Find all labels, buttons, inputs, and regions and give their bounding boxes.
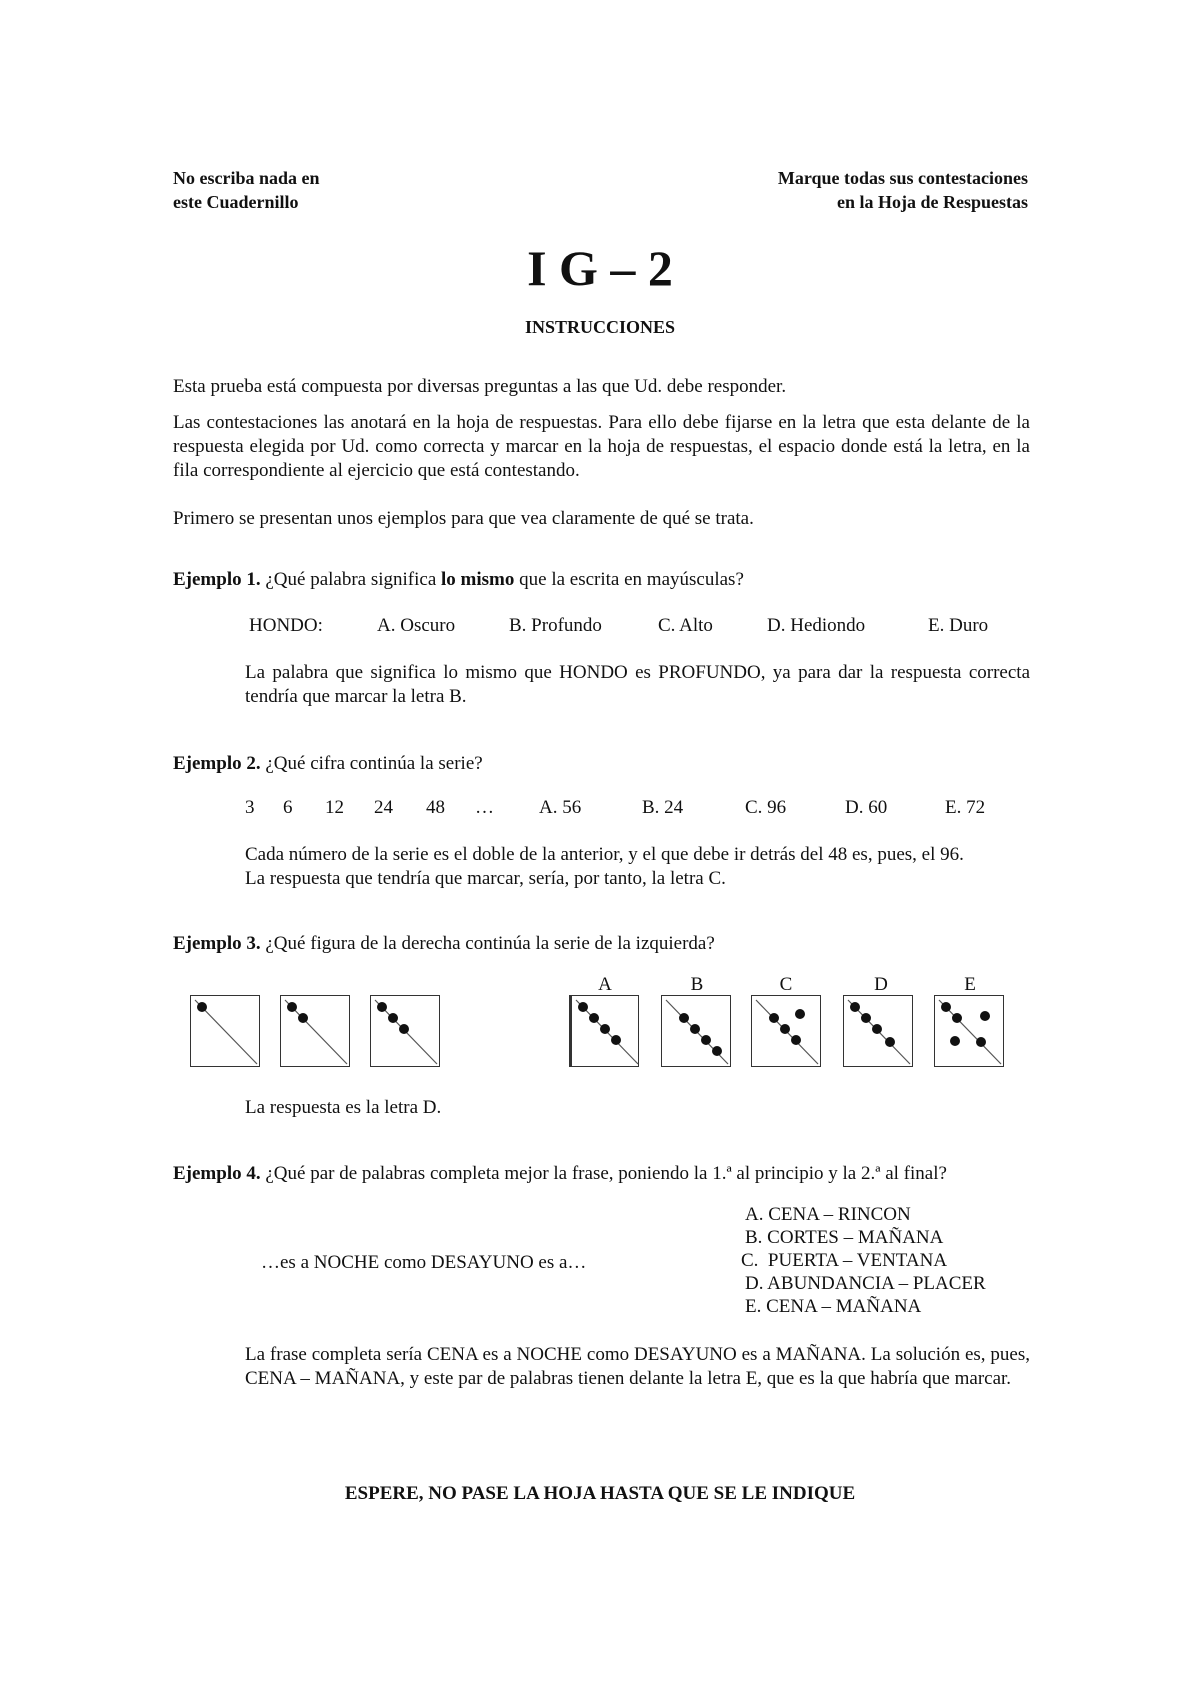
- option-figure-e: [934, 995, 1004, 1067]
- example-3-question-text: ¿Qué figura de la derecha continúa la serie de la izquierda?: [260, 933, 715, 954]
- header-left-line2: este Cuadernillo: [173, 192, 299, 212]
- footer-notice: ESPERE, NO PASE LA HOJA HASTA QUE SE LE INDIQUE: [344, 1483, 856, 1504]
- test-title: I G – 2: [527, 240, 673, 296]
- figure-letter-e: E: [964, 974, 976, 995]
- example-1-word: HONDO:: [249, 615, 323, 636]
- series-figure-3: [370, 995, 440, 1067]
- example-1-question: [173, 568, 1030, 592]
- figure-letter-d: D: [874, 974, 888, 995]
- example-1-question-bold: lo mismo: [441, 569, 515, 590]
- option-figure-b: [661, 995, 731, 1067]
- intro-paragraph-3: Primero se presentan unos ejemplos para que vea claramente de qué se trata.: [173, 508, 754, 529]
- figure-letter-b: B: [690, 974, 704, 995]
- series-item-3: 12: [325, 797, 344, 818]
- example-4-phrase: …es a NOCHE como DESAYUNO es a…: [261, 1252, 587, 1273]
- intro-text: [173, 375, 1030, 531]
- example-1-option-b: B. Profundo: [509, 615, 602, 636]
- example-2-label: Ejemplo 2.: [173, 753, 261, 774]
- example-3-label: Ejemplo 3.: [173, 933, 261, 954]
- example-4-explanation: La frase completa sería CENA es a NOCHE como DESAYUNO es a MAÑANA. La solución es, pues, CENA – MAÑANA, y este par de palabras tienen delante la letra E, que es la que habría que marcar.: [245, 1344, 1030, 1389]
- intro-paragraph-2: Las contestaciones las anotará en la hoja de respuestas. Para ello debe fijarse en la letra que esta delante de la respuesta elegida por Ud. como correcta y marcar en la hoja de respuestas, el espacio donde está la letra, en la fila correspondiente al ejercicio que está contestando.: [173, 412, 1030, 481]
- example-4-label: Ejemplo 4.: [173, 1163, 261, 1184]
- figure-letter-a: A: [598, 974, 612, 995]
- example-4-option-d: D. ABUNDANCIA – PLACER: [745, 1273, 986, 1294]
- example-4-question-text: ¿Qué par de palabras completa mejor la frase, poniendo la 1.ª al principio y la 2.ª al final?: [260, 1163, 947, 1184]
- series-item-4: 24: [374, 797, 393, 818]
- example-4-option-e: E. CENA – MAÑANA: [745, 1296, 922, 1317]
- figure-letter-c: C: [779, 974, 793, 995]
- example-1-option-a: A. Oscuro: [377, 615, 456, 636]
- instructions-heading: INSTRUCCIONES: [524, 317, 676, 337]
- example-2-option-e: E. 72: [945, 797, 986, 818]
- example-1-explanation: La palabra que significa lo mismo que HONDO es PROFUNDO, ya para dar la respuesta correcta tendría que marcar la letra B.: [245, 662, 1030, 707]
- example-4-question: [173, 1162, 1030, 1186]
- example-1-question-a: ¿Qué palabra significa: [260, 569, 442, 590]
- header-right-note: [778, 166, 1028, 214]
- series-figure-2: [280, 995, 350, 1067]
- example-1-question-b: que la escrita en mayúsculas?: [514, 569, 744, 590]
- header-left-line1: No escriba nada en: [173, 168, 320, 188]
- example-3-explanation: La respuesta es la letra D.: [245, 1097, 442, 1118]
- option-figure-c: [751, 995, 821, 1067]
- option-figure-a: [569, 995, 639, 1067]
- intro-paragraph-1: Esta prueba está compuesta por diversas preguntas a las que Ud. debe responder.: [173, 376, 787, 397]
- example-2-option-a: A. 56: [539, 797, 582, 818]
- example-4-option-a: A. CENA – RINCON: [745, 1204, 911, 1225]
- example-1-option-d: D. Hediondo: [767, 615, 866, 636]
- example-1-option-e: E. Duro: [928, 615, 989, 636]
- example-3-question: [173, 932, 1030, 956]
- example-4-option-c: C. PUERTA – VENTANA: [741, 1250, 948, 1271]
- example-1-option-c: C. Alto: [658, 615, 713, 636]
- series-figure-1: [190, 995, 260, 1067]
- example-2-explanation-2: La respuesta que tendría que marcar, sería, por tanto, la letra C.: [245, 868, 726, 889]
- example-4-option-b: B. CORTES – MAÑANA: [745, 1227, 944, 1248]
- example-2-option-d: D. 60: [845, 797, 888, 818]
- example-2-explanation: [245, 843, 1045, 891]
- example-2-option-b: B. 24: [642, 797, 684, 818]
- header-left-note: [173, 166, 320, 214]
- example-1-label: Ejemplo 1.: [173, 569, 261, 590]
- series-item-1: 3: [245, 797, 255, 818]
- series-item-2: 6: [283, 797, 293, 818]
- example-2-question-text: ¿Qué cifra continúa la serie?: [260, 753, 483, 774]
- example-2-question: [173, 752, 1030, 776]
- header-right-line1: Marque todas sus contestaciones: [777, 168, 1028, 188]
- header-right-line2: en la Hoja de Respuestas: [836, 192, 1028, 212]
- series-item-6: …: [475, 797, 494, 818]
- example-2-explanation-1: Cada número de la serie es el doble de la anterior, y el que debe ir detrás del 48 es, pues, el 96.: [245, 844, 964, 865]
- example-2-option-c: C. 96: [745, 797, 787, 818]
- option-figure-d: [843, 995, 913, 1067]
- example-4-options: [741, 1203, 986, 1318]
- series-item-5: 48: [426, 797, 445, 818]
